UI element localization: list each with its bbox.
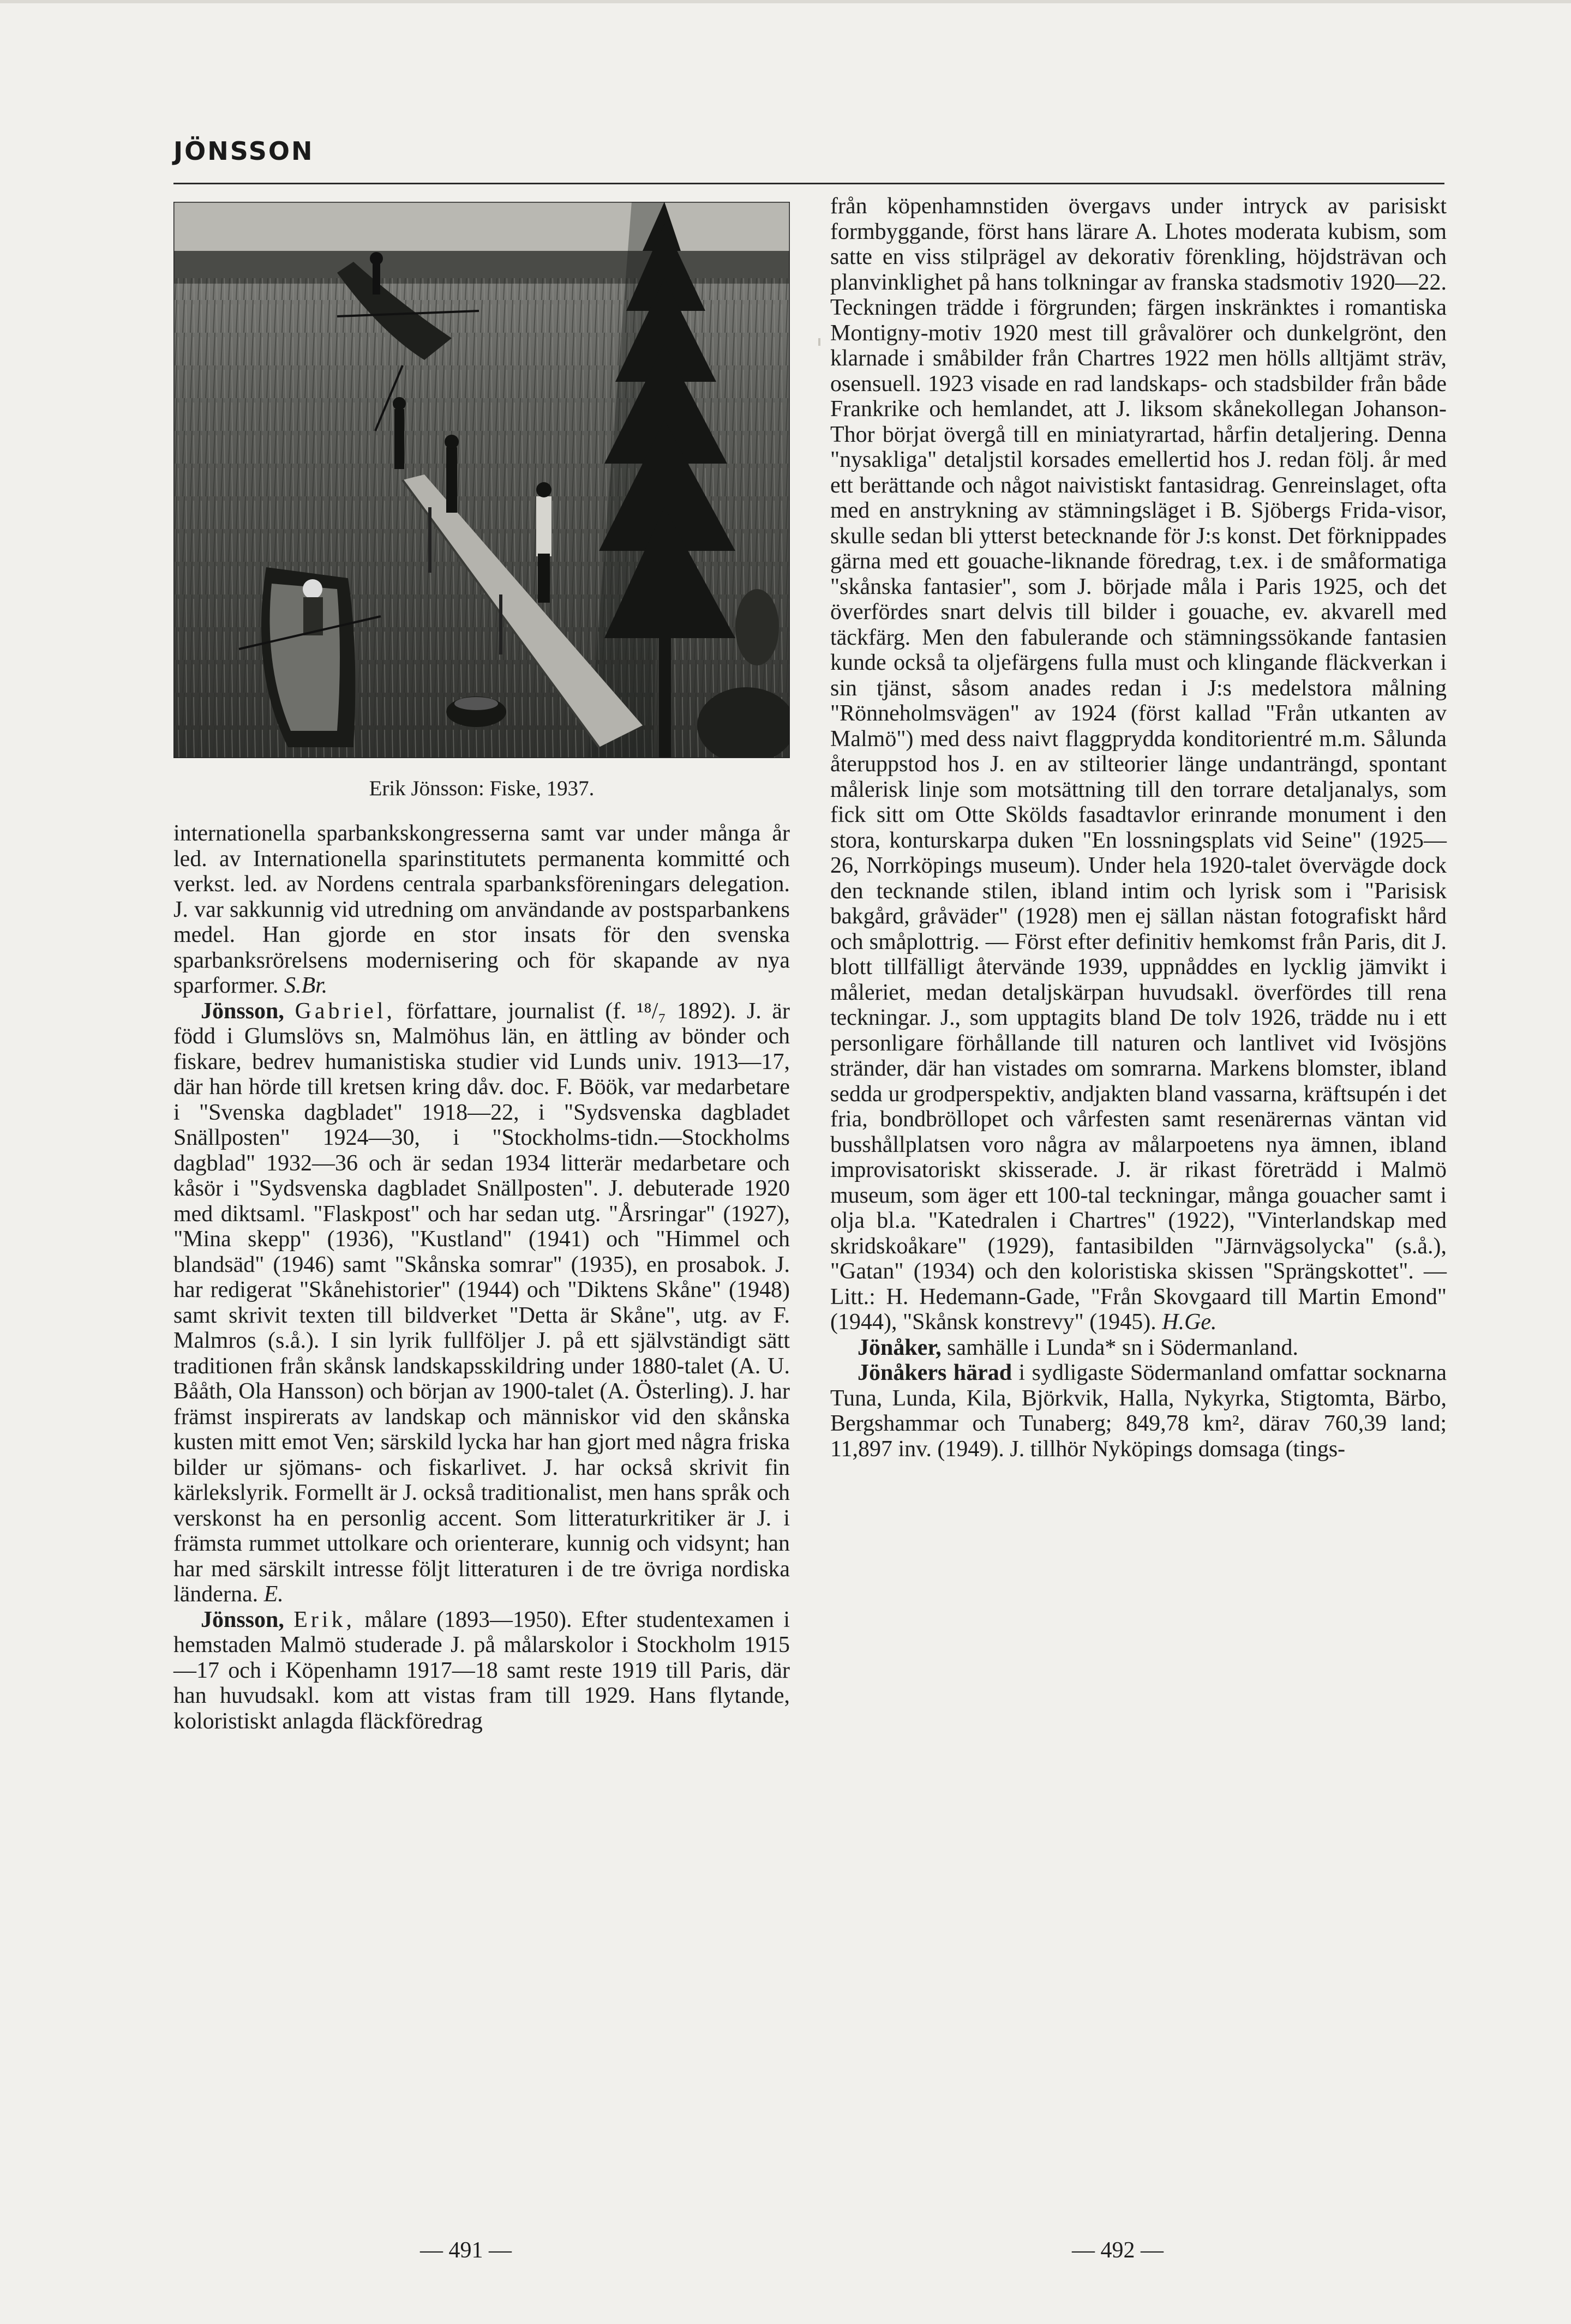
entry-text: från köpenhamnstiden övergavs under intryck av parisiskt formbyggande, först hans lärare A. Lhotes moderata kubism, som satte en viss stilprägel av dekorativ förenkling, höjdsträvan och planvinklighet på hans tolkningar av franska stadsmotiv 1920—22. Teckningen trädde i förgrunden; färgen inskränktes i romantiska Montigny-motiv 1920 mest till gråvalörer och dunkelgrönt, den klarnade i småbilder från Chartres 1922 men hölls alltjämt sträv, osensuell. 1923 visade en rad landskaps- och stadsbilder från både Frankrike och hemlandet, att J. liksom skånekollegan Johanson-Thor börjat övergå till en miniatyrartad, hårfin detaljering. Denna "nysakliga" detaljstil korsades emellertid hos J. redan följ. år med ett berättande och något naivistiskt fantasidrag. Genreinslaget, ofta med en anstrykning av stämningsläget i B. Sjöbergs Frida-visor, skulle sedan bli ytterst betecknande för J:s konst. Det förknippades gärna med ett gouache-liknande föredrag, t.ex. i de småformatiga "skånska fantasier", som J. började måla i Paris 1925, och det överfördes snart delvis till bilder i gouache, ev. akvarell med täckfärg. Men den fabulerande och stämningssökande fantasien kunde också ta oljefärgens fulla must och klingande fläckverkan i sin tjänst, såsom anades redan i J:s medelstora målning "Rönneholmsvägen" av 1924 (först kallad "Från utkanten av Malmö") med dess naivt flaggprydda konditorientré m.m. Sålunda återuppstod hos J. en av stilteorier länge undanträngd, spontant målerisk linje som motsättning till den torrare detaljanalys, som fick sitt om Otte Skölds fasadtavlor erinrande monument i den stora, konturskarpa duken "En lossningsplats vid Seine" (1925—26, Norrköpings museum). Under hela 1920-talet övervägde dock den tecknande stilen, ibland intim och lyrisk som i "Parisisk bakgård, gråväder" (1928) men ej sällan nästan fotografiskt hård och småplottrig. — Först efter definitiv hemkomst från Paris, dit J. blott tillfälligt återvände 1939, uppnåddes en lycklig jämvikt i måleriet, medan detaljskärpan huvudsakl. överfördes till rena teckningar. J., som upptagits bland De tolv 1926, trädde nu i ett personligare förhållande till naturen och lantlivet vid Ivösjöns stränder, där han vistades om somrarna. Markens blomster, ibland sedda ur grodperspektiv, andjakten bland vassarna, kräftsupén i det fria, bondbröllopet och vårfesten samt resenärernas väntan vid busshållplatsen voro några av målarpoetens nya ämnen, ibland improvisatoriskt skisserade. J. är rikast företrädd i Malmö museum, som äger ett 100-tal teckningar, många gouacher samt i olja bl.a. "Katedralen i Chartres" (1922), "Vinterlandskap med skridskoåkare" (1929), fantasibilden "Järnvägsolycka" (s.å.), "Gatan" (1934) och den koloristiska skissen "Sprängskottet". — Litt.: H. Hedemann-Gade, "Från Skovgaard till Martin Emond" (1944), "Skånsk konstrevy" (1945).: [830, 194, 1447, 1335]
page-number-right: — 492 —: [1072, 2238, 1164, 2263]
entry-text: målare (1893—1950). Efter studentexamen i hemstaden Malmö studerade J. på målarskolor i Stockholm 1915—17 och i Köpenhamn 1917—18 samt reste 1919 till Paris, där han huvudsakl. kom att vistas fram till 1929. Hans flytande, koloristiskt anlagda fläckföredrag: [173, 1607, 790, 1734]
article-paragraph: [173, 821, 790, 999]
entry-given-name: Erik,: [293, 1607, 356, 1632]
entry-headword: Jönsson,: [201, 1607, 284, 1632]
author-signature: E.: [263, 1582, 284, 1607]
entry-jonakers-harad: [830, 1360, 1447, 1462]
right-column: [830, 194, 1447, 1462]
entry-text: författare, journalist (f. ¹⁸/₇ 1892). J. är född i Glumslövs sn, Malmöhus län, en ättling av bönder och fiskare, bedrev humanistiska studier vid Lunds univ. 1913—17, där han hörde till kretsen kring dåv. doc. F. Böök, var medarbetare i "Svenska dagbladet" 1918—22, i "Sydsvenska dagbladet Snällposten" 1924—30, i "Stockholms-tidn.—Stockholms dagblad" 1932—36 och är sedan 1934 litterär medarbetare och kåsör i "Sydsvenska dagbladet Snällposten". J. debuterade 1920 med diktsaml. "Flaskpost" och har sedan utg. "Årsringar" (1927), "Mina skepp" (1936), "Kustland" (1941) och "Himmel och blandsäd" (1946) samt "Skånska somrar" (1935), en prosabok. J. har redigerat "Skånehistorier" (1944) och "Diktens Skåne" (1948) samt skrivit texten till bildverket "Detta är Skåne", utg. av F. Malmros (s.å.). I sin lyrik fullföljer J. på ett självständigt sätt traditionen från skånsk landskapsskildring under 1880-talet (A. U. Bååth, Ola Hansson) och början av 1900-talet (A. Österling). J. har främst inspirerats av landskap och människor vid den skånska kusten mitt emot Ven; särskild lycka har han gjort med några friska bilder ur sjömans- och fiskarlivet. J. har också skrivit fin kärlekslyrik. Formellt är J. också traditionalist, men hans språk och verskonst ha en personlig accent. Som litteraturkritiker är J. i främsta rummet uttolkare och orienterare, kunnig och vidsynt; han har med särskilt intresse följt litteraturen i de tre övriga nordiska länderna.: [173, 998, 790, 1607]
entry-jonaker: [830, 1335, 1447, 1361]
entry-text: i sydligaste Södermanland omfattar socknarna Tuna, Lunda, Kila, Björkvik, Halla, Nykyrka, Stigtomta, Bärbo, Bergshammar och Tunaberg; 849,78 km², därav 760,39 land; 11,897 inv. (1949). J. tillhör Nyköpings domsaga (tings-: [830, 1360, 1447, 1462]
author-signature: H.Ge.: [1162, 1310, 1217, 1335]
margin-mark: [818, 338, 820, 346]
painting-fiske-image: [173, 202, 790, 758]
page-number-left: — 491 —: [420, 2238, 512, 2263]
entry-erik: [173, 1607, 790, 1734]
entry-headword: Jönåkers härad: [858, 1360, 1012, 1385]
figure-caption: Erik Jönsson: Fiske, 1937.: [369, 777, 595, 800]
entry-given-name: Gabriel,: [295, 998, 396, 1024]
entry-gabriel: [173, 999, 790, 1607]
entry-erik-continued: [830, 194, 1447, 1335]
left-column: [173, 194, 790, 1734]
author-signature: S.Br.: [284, 973, 328, 998]
entry-headword: Jönsson,: [201, 998, 284, 1024]
header-rule: [173, 183, 1444, 184]
entry-headword: Jönåker,: [858, 1335, 942, 1360]
entry-text: samhälle i Lunda* sn i Södermanland.: [947, 1335, 1299, 1360]
page-top-edge: [0, 0, 1571, 3]
running-head: JÖNSSON: [173, 136, 314, 166]
painting-figure: [173, 202, 790, 758]
paragraph-text: internationella sparbankskongresserna samt var under många år led. av Internationella sparinstitutets permanenta kommitté och verkst. led. av Nordens centrala sparbanksföreningars delegation. J. var sakkunnig vid utredning om användande av postsparbankens medel. Han gjorde en stor insats för den svenska sparbanksrörelsens modernisering och för skapande av nya sparformer.: [173, 821, 790, 998]
